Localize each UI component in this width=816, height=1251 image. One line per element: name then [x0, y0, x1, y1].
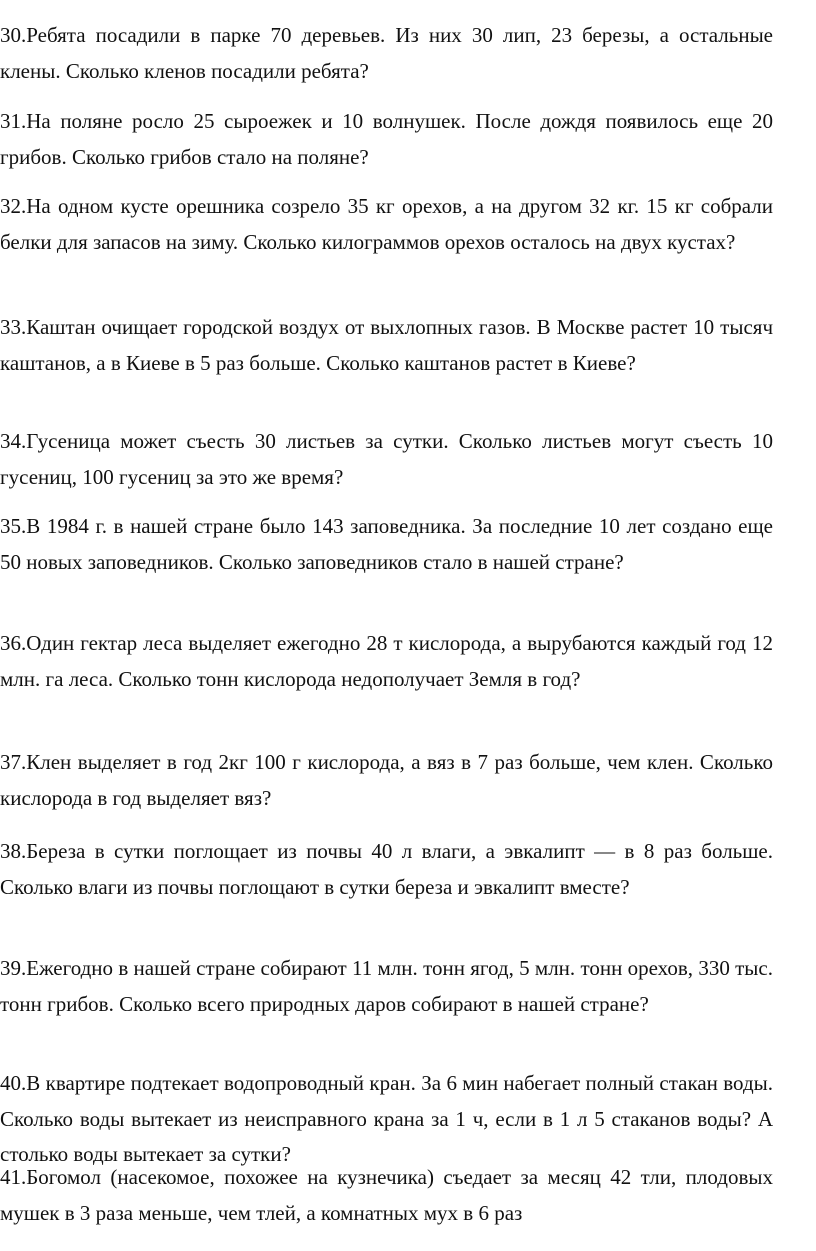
problem-text: На поляне росло 25 сыроежек и 10 волнушек. После дождя появилось еще 20 грибов. Сколько грибов стало на поляне? — [0, 109, 773, 169]
problem-number: 37 — [0, 750, 21, 774]
problem-text: Каштан очищает городской воздух от выхлопных газов. В Москве растет 10 тысяч каштанов, а в Киеве в 5 раз больше. Сколько каштанов растет в Киеве? — [0, 315, 773, 375]
problem-text: Ребята посадили в парке 70 деревьев. Из них 30 лип, 23 березы, а остальные клены. Сколько кленов посадили ребята? — [0, 23, 773, 83]
problem-text: Один гектар леса выделяет ежегодно 28 т кислорода, а вырубаются каждый год 12 млн. га леса. Сколько тонн кислорода недополучает Земля в год? — [0, 631, 773, 691]
problem-32: 32.На одном кусте орешника созрело 35 кг орехов, а на другом 32 кг. 15 кг собрали белки для запасов на зиму. Сколько килограммов орехов осталось на двух кустах? — [0, 194, 773, 254]
problem-36: 36.Один гектар леса выделяет ежегодно 28 т кислорода, а вырубаются каждый год 12 млн. га леса. Сколько тонн кислорода недополучает Земля в год? — [0, 631, 773, 691]
problem-number: 31 — [0, 109, 21, 133]
problem-number: 40 — [0, 1071, 21, 1095]
problem-number: 30 — [0, 23, 21, 47]
problem-number: 32 — [0, 194, 21, 218]
problem-number: 33 — [0, 315, 21, 339]
problem-33: 33.Каштан очищает городской воздух от выхлопных газов. В Москве растет 10 тысяч каштанов, а в Киеве в 5 раз больше. Сколько каштанов растет в Киеве? — [0, 315, 773, 375]
problem-38: 38.Береза в сутки поглощает из почвы 40 л влаги, а эвкалипт — в 8 раз больше. Сколько влаги из почвы поглощают в сутки береза и эвкалипт вместе? — [0, 839, 773, 899]
problem-41: 41.Богомол (насекомое, похожее на кузнечика) съедает за месяц 42 тли, плодовых мушек в 3 раза меньше, чем тлей, а комнатных мух в 6 раз — [0, 1165, 773, 1225]
problem-number: 38 — [0, 839, 21, 863]
problem-31: 31.На поляне росло 25 сыроежек и 10 волнушек. После дождя появилось еще 20 грибов. Сколько грибов стало на поляне? — [0, 109, 773, 169]
problem-30: 30.Ребята посадили в парке 70 деревьев. Из них 30 лип, 23 березы, а остальные клены. Сколько кленов посадили ребята? — [0, 23, 773, 83]
problem-37: 37.Клен выделяет в год 2кг 100 г кислорода, а вяз в 7 раз больше, чем клен. Сколько кислорода в год выделяет вяз? — [0, 750, 773, 810]
problem-number: 41 — [0, 1165, 21, 1189]
problem-40: 40.В квартире подтекает водопроводный кран. За 6 мин набегает полный стакан воды. Сколько воды вытекает из неисправного крана за 1 ч, если в 1 л 5 стаканов воды? А столько воды вытекает за сутки? — [0, 1071, 773, 1166]
problem-text: В 1984 г. в нашей стране было 143 заповедника. За последние 10 лет создано еще 50 новых заповедников. Сколько заповедников стало в нашей стране? — [0, 514, 773, 574]
problem-34: 34.Гусеница может съесть 30 листьев за сутки. Сколько листьев могут съесть 10 гусениц, 100 гусениц за это же время? — [0, 429, 773, 489]
problem-text: Ежегодно в нашей стране собирают 11 млн. тонн ягод, 5 млн. тонн орехов, 330 тыс. тонн грибов. Сколько всего природных даров собирают в нашей стране? — [0, 956, 773, 1016]
problem-35: 35.В 1984 г. в нашей стране было 143 заповедника. За последние 10 лет создано еще 50 новых заповедников. Сколько заповедников стало в нашей стране? — [0, 514, 773, 574]
problem-text: В квартире подтекает водопроводный кран. За 6 мин набегает полный стакан воды. Сколько воды вытекает из неисправного крана за 1 ч, если в 1 л 5 стаканов воды? А столько воды вытекает за сутки? — [0, 1071, 773, 1166]
problem-39: 39.Ежегодно в нашей стране собирают 11 млн. тонн ягод, 5 млн. тонн орехов, 330 тыс. тонн грибов. Сколько всего природных даров собирают в нашей стране? — [0, 956, 773, 1016]
problem-number: 39 — [0, 956, 21, 980]
problem-text: Гусеница может съесть 30 листьев за сутки. Сколько листьев могут съесть 10 гусениц, 100 гусениц за это же время? — [0, 429, 773, 489]
problem-text: Богомол (насекомое, похожее на кузнечика) съедает за месяц 42 тли, плодовых мушек в 3 раза меньше, чем тлей, а комнатных мух в 6 раз — [0, 1165, 773, 1225]
problem-text: Клен выделяет в год 2кг 100 г кислорода, а вяз в 7 раз больше, чем клен. Сколько кислорода в год выделяет вяз? — [0, 750, 773, 810]
problem-number: 35 — [0, 514, 21, 538]
problem-number: 34 — [0, 429, 21, 453]
problem-number: 36 — [0, 631, 21, 655]
problem-text: Береза в сутки поглощает из почвы 40 л влаги, а эвкалипт — в 8 раз больше. Сколько влаги из почвы поглощают в сутки береза и эвкалипт вместе? — [0, 839, 773, 899]
problem-text: На одном кусте орешника созрело 35 кг орехов, а на другом 32 кг. 15 кг собрали белки для запасов на зиму. Сколько килограммов орехов осталось на двух кустах? — [0, 194, 773, 254]
